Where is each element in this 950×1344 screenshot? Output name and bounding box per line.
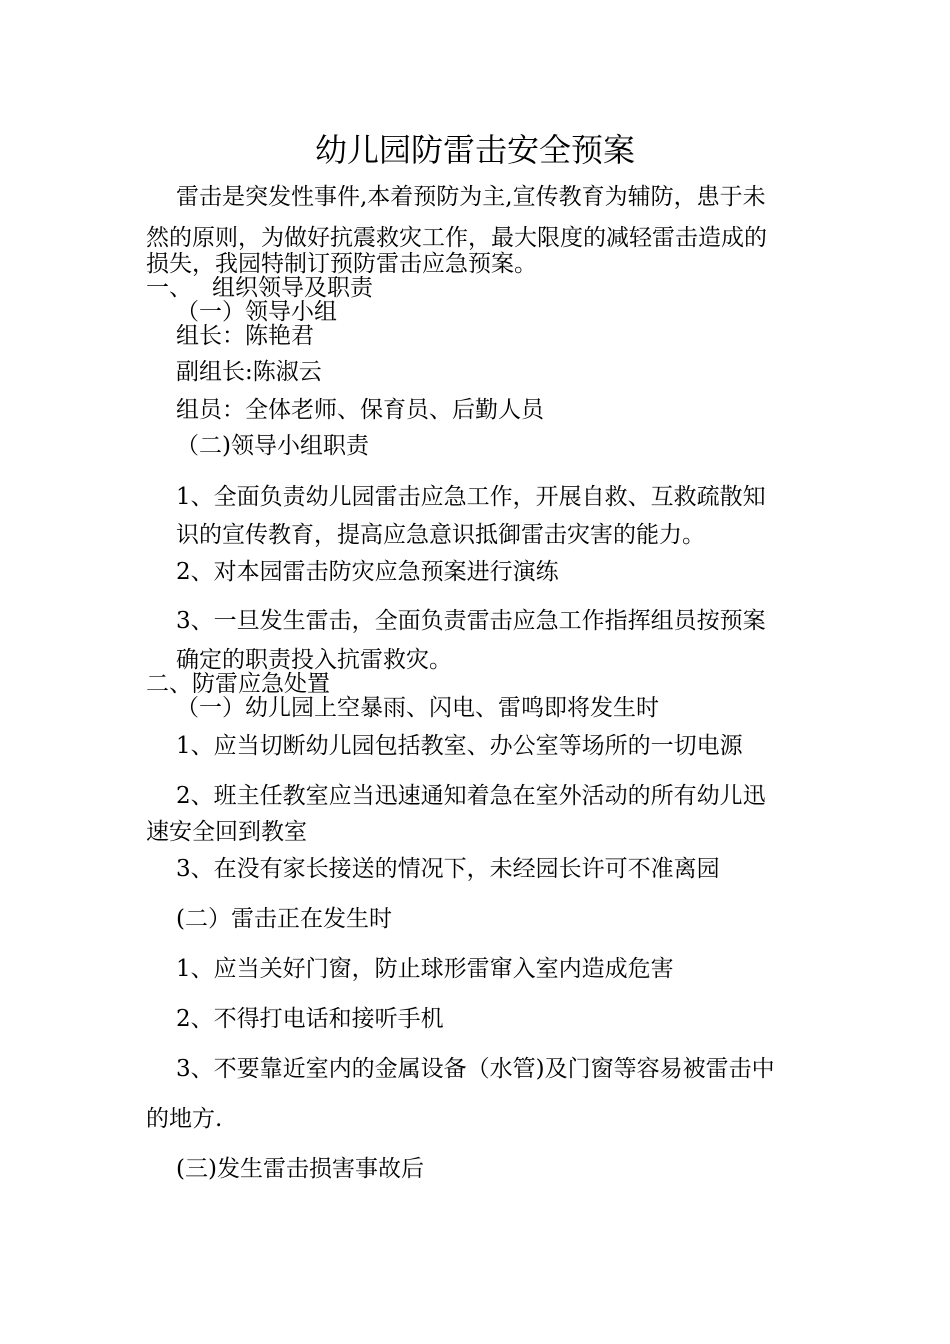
sub-2-item-2: 2、不得打电话和接听手机 [176,1006,444,1032]
intro-line-1: 雷击是突发性事件,本着预防为主,宣传教育为辅防，患于未 [176,184,766,210]
vice-leader-line: 副组长:陈淑云 [176,359,322,385]
duty-2-line-1: 2、对本园雷击防灾应急预案进行演练 [176,559,559,585]
sub-2-item-3: 3、不要靠近室内的金属设备（水管)及门窗等容易被雷击中 [176,1056,775,1082]
duty-3-line-2: 确定的职责投入抗雷救灾。 [176,647,452,673]
section-1-number: 一、 [146,275,192,301]
members-line: 组员：全体老师、保育员、后勤人员 [176,397,544,423]
sub-2-item-1: 1、应当关好门窗，防止球形雷窜入室内造成危害 [176,956,674,982]
duty-3-line-1: 3、一旦发生雷击，全面负责雷击应急工作指挥组员按预案 [176,608,766,634]
duty-1-line-2: 识的宣传教育，提高应急意识抵御雷击灾害的能力。 [176,522,705,548]
section-2-sub-2: (二）雷击正在发生时 [176,906,392,932]
sub-1-item-2-cont: 速安全回到教室 [146,819,307,845]
leader-line: 组长：陈艳君 [176,323,314,349]
section-1-heading: 组织领导及职责 [212,275,373,301]
intro-line-3: 损失，我园特制订预防雷击应急预案。 [146,251,537,277]
section-2-sub-3: (三)发生雷击损害事故后 [176,1156,424,1182]
sub-1-item-3: 3、在没有家长接送的情况下，未经园长许可不准离园 [176,856,720,882]
intro-line-2: 然的原则，为做好抗震救灾工作，最大限度的减轻雷击造成的 [146,225,767,251]
duty-1-line-1: 1、全面负责幼儿园雷击应急工作，开展自救、互救疏散知 [176,484,766,510]
sub-1-item-1: 1、应当切断幼儿园包括教室、办公室等场所的一切电源 [176,733,743,759]
document-title: 幼儿园防雷击安全预案 [314,131,635,169]
section-2-sub-1: （一）幼儿园上空暴雨、闪电、雷鸣即将发生时 [176,695,659,721]
sub-1-item-2: 2、班主任教室应当迅速通知着急在室外活动的所有幼儿迅 [176,783,766,809]
section-2-heading: 二、防雷应急处置 [146,671,330,697]
sub-2-item-3-cont: 的地方. [146,1106,223,1132]
section-1-sub-2: （二)领导小组职责 [176,433,369,459]
section-1-sub-1: （一）领导小组 [176,299,337,325]
